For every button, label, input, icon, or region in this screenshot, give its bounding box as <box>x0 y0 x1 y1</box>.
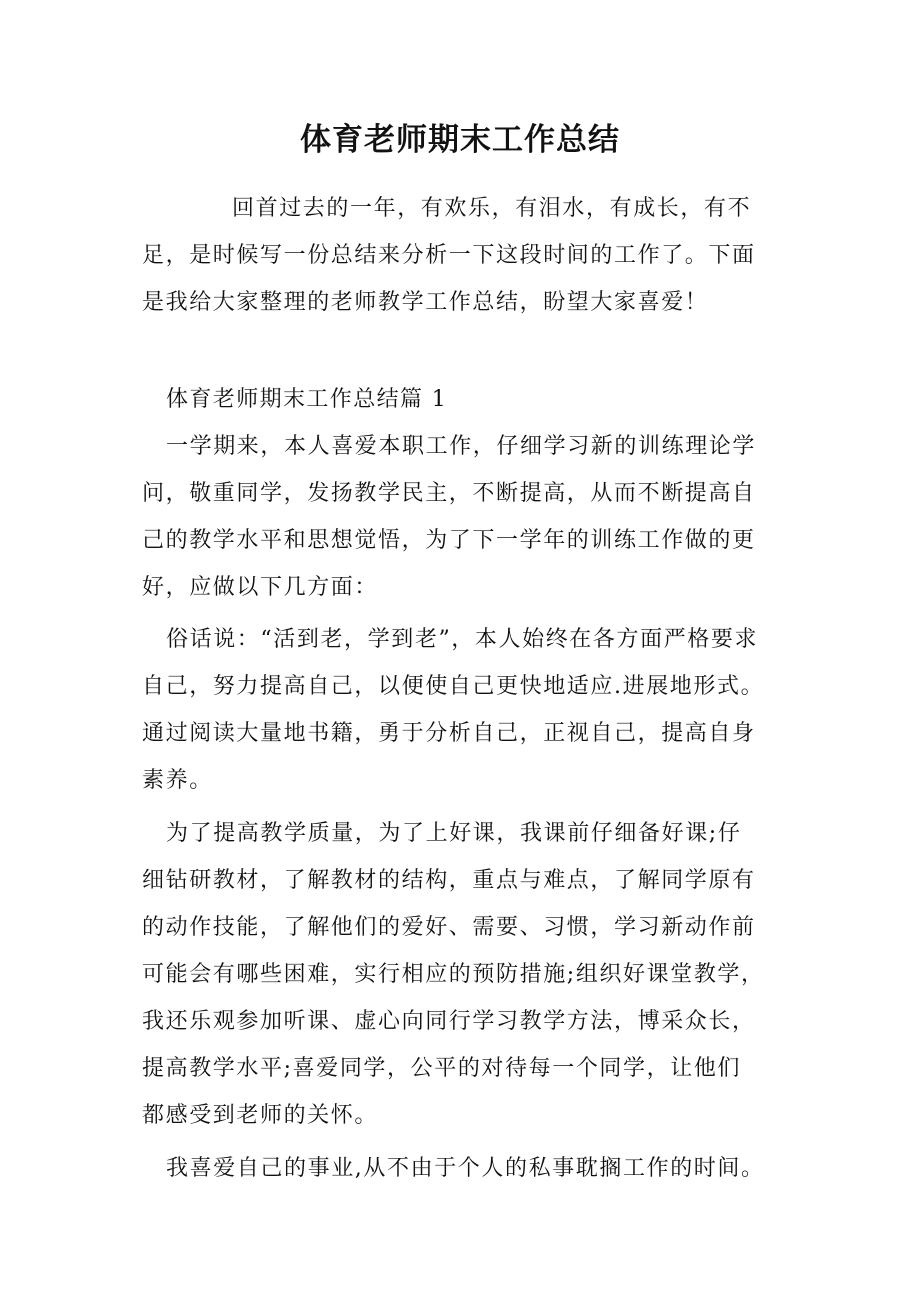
paragraph-line: 己的教学水平和思想觉悟，为了下一学年的训练工作做的更 <box>142 528 756 553</box>
paragraph-line: 提高教学水平;喜爱同学，公平的对待每一个同学，让他们 <box>142 1056 742 1081</box>
intro-line: 回首过去的一年，有欢乐，有泪水，有成长，有不 <box>232 196 752 221</box>
section-heading: 体育老师期末工作总结篇 1 <box>166 387 448 412</box>
paragraph-line: 我喜爱自己的事业,从不由于个人的私事耽搁工作的时间。 <box>166 1156 765 1181</box>
paragraph-1 <box>142 423 792 611</box>
paragraph-line: 问，敬重同学，发扬教学民主，不断提高，从而不断提高自 <box>142 481 756 506</box>
intro-line: 是我给大家整理的老师教学工作总结，盼望大家喜爱！ <box>142 290 709 315</box>
document-title: 体育老师期末工作总结 <box>300 122 620 158</box>
paragraph-line: 素养。 <box>142 768 213 793</box>
paragraph-2 <box>142 616 792 804</box>
paragraph-line: 好，应做以下几方面： <box>142 575 379 600</box>
intro-line: 足，是时候写一份总结来分析一下这段时间的工作了。下面 <box>142 243 756 268</box>
paragraph-4 <box>142 1145 792 1192</box>
paragraph-line: 自己，努力提高自己，以便使自己更快地适应.进展地形式。 <box>142 674 765 699</box>
paragraph-line: 的动作技能，了解他们的爱好、需要、习惯，学习新动作前 <box>142 915 756 940</box>
paragraph-line: 可能会有哪些困难，实行相应的预防措施;组织好课堂教学， <box>142 962 765 987</box>
paragraph-3 <box>142 810 792 1139</box>
paragraph-line: 通过阅读大量地书籍，勇于分析自己，正视自己，提高自身 <box>142 721 756 746</box>
paragraph-line: 都感受到老师的关怀。 <box>142 1103 379 1128</box>
intro-paragraph <box>142 185 792 326</box>
paragraph-line: 细钻研教材，了解教材的结构，重点与难点，了解同学原有 <box>142 868 756 893</box>
paragraph-line: 为了提高教学质量，为了上好课，我课前仔细备好课;仔 <box>166 821 742 846</box>
paragraph-line: 我还乐观参加听课、虚心向同行学习教学方法，博采众长， <box>142 1009 756 1034</box>
paragraph-line: 一学期来，本人喜爱本职工作，仔细学习新的训练理论学 <box>166 434 757 459</box>
paragraph-line: 俗话说：“活到老，学到老”，本人始终在各方面严格要求 <box>166 627 759 652</box>
